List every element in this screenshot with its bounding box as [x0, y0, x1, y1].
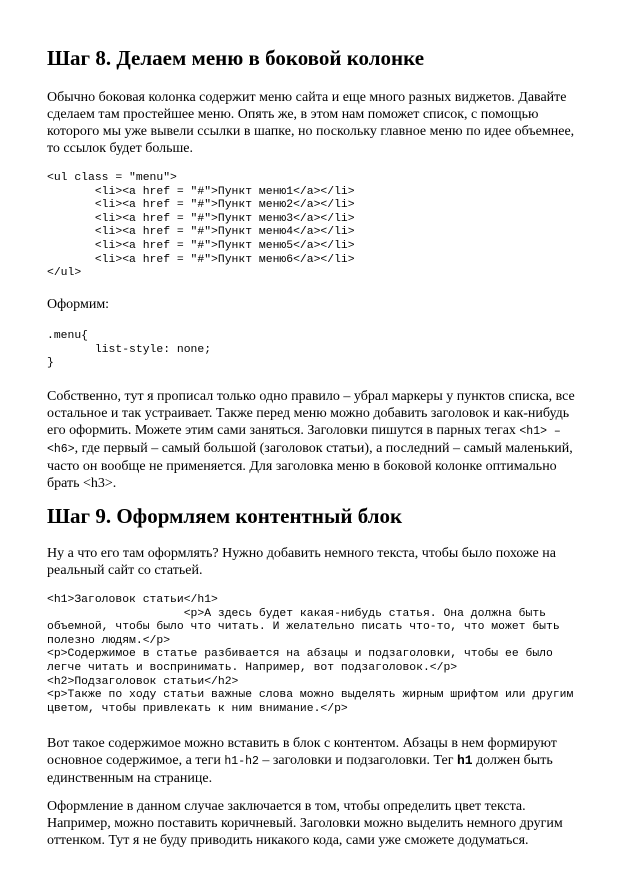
code-line: объемной, чтобы было что читать. И желательно писать что-то, что может быть — [47, 621, 560, 634]
code-line: <h1>Заголовок статьи</h1> — [47, 594, 218, 606]
text-line: единственным на странице. — [47, 771, 213, 786]
code-line: .menu{ — [47, 330, 89, 342]
code-line: <ul class = "menu"> — [47, 172, 177, 184]
text-line: которого мы уже вывели ссылки в шапке, но поскольку главное меню по идее объемнее, — [47, 124, 575, 139]
code-line: list-style: none; — [47, 343, 212, 356]
inline-code: h1-h2 — [224, 755, 259, 768]
text-line: Например, можно поставить коричневый. Заголовки можно выделить немного другим — [47, 816, 563, 831]
text-line: оттенком. Тут я не буду приводить никакого кода, сами уже сможете додуматься. — [47, 833, 529, 848]
text-line: Собственно, тут я прописал только одно правило – убрал маркеры у пунктов списка, все — [47, 389, 575, 404]
text-line: то ссылок будет больше. — [47, 141, 194, 156]
text-line: основное содержимое, а теги — [47, 753, 225, 768]
menu-code-block — [47, 172, 355, 281]
code-line: </ul> — [47, 267, 82, 280]
css-code-block — [47, 330, 211, 371]
code-line: <li><a href = "#">Пункт меню5</a></li> — [47, 239, 355, 252]
code-line: <p>Также по ходу статьи важные слова можно выделять жирным шрифтом или другим — [47, 689, 574, 702]
text-line: часто он вообще не применяется. Для заголовка меню в боковой колонке оптимально — [47, 459, 557, 474]
step8-heading: Шаг 8. Делаем меню в боковой колонке — [47, 46, 425, 70]
step8-intro — [47, 89, 597, 157]
step9-paragraph-2 — [47, 798, 597, 849]
inline-code: <h1> – — [519, 425, 561, 438]
text-line: реальный сайт со статьей. — [47, 563, 203, 578]
content-code-block — [47, 594, 573, 716]
code-line: легче читать и воспринимать. Например, вот подзаголовок.</p> — [47, 661, 458, 674]
code-line: цветом, чтобы привлекать к ним внимание.</p> — [47, 702, 348, 715]
text-line: сделаем там простейшее меню. Опять же, в этом нам поможет список, с помощью — [47, 107, 539, 122]
code-line: <p>А здесь будет какая-нибудь статья. Она должна быть — [47, 607, 546, 620]
text-line: должен быть — [472, 753, 553, 768]
code-line: } — [47, 357, 54, 370]
text-line: брать <h3>. — [47, 476, 117, 491]
style-label: Оформим: — [47, 297, 110, 312]
text-line: Оформление в данном случае заключается в том, чтобы определить цвет текста. — [47, 799, 526, 814]
code-line: <li><a href = "#">Пункт меню2</a></li> — [47, 199, 355, 212]
code-line: <li><a href = "#">Пункт меню1</a></li> — [47, 185, 355, 198]
text-line: , где первый – самый большой (заголовок статьи), а последний – самый маленький, — [74, 441, 573, 456]
code-line: <li><a href = "#">Пункт меню4</a></li> — [47, 226, 355, 239]
step9-heading: Шаг 9. Оформляем контентный блок — [47, 504, 403, 528]
code-line: полезно людям.</p> — [47, 634, 171, 647]
text-line: – заголовки и подзаголовки. Тег — [258, 753, 457, 768]
text-line: Ну а что его там оформлять? Нужно добавить немного текста, чтобы было похоже на — [47, 546, 556, 561]
text-line: Обычно боковая колонка содержит меню сайта и еще много разных виджетов. Давайте — [47, 90, 567, 105]
text-line: Вот такое содержимое можно вставить в блок с контентом. Абзацы в нем формируют — [47, 736, 557, 751]
code-line: <p>Содержимое в статье разбивается на абзацы и подзаголовки, чтобы ее было — [47, 648, 553, 661]
step8-explanation — [47, 388, 597, 492]
code-line: <li><a href = "#">Пункт меню6</a></li> — [47, 253, 355, 266]
bold-inline-code: h1 — [456, 753, 473, 768]
text-line: остальное и так устраивает. Также перед меню можно добавить заголовок и как-нибудь — [47, 406, 570, 421]
code-line: <h2>Подзаголовок статьи</h2> — [47, 675, 239, 688]
inline-code: <h6> — [47, 443, 75, 456]
text-line: его оформить. Можете этим сами заняться. Заголовки пишутся в парных тегах — [47, 423, 520, 438]
code-line: <li><a href = "#">Пункт меню3</a></li> — [47, 212, 355, 225]
step9-intro — [47, 545, 597, 579]
step9-paragraph-1 — [47, 735, 597, 787]
